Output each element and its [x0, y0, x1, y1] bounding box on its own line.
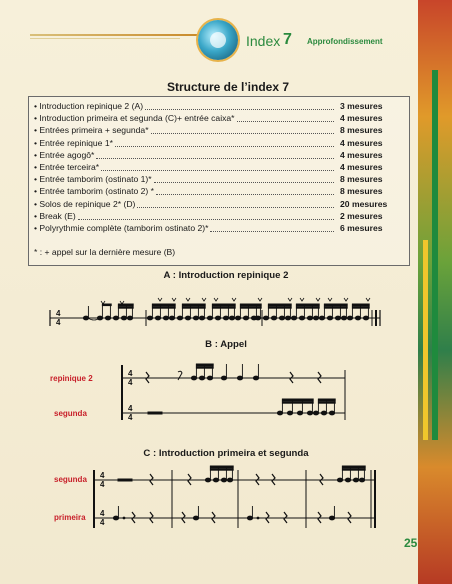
note [227, 478, 232, 482]
note [185, 316, 190, 320]
dot [257, 517, 259, 519]
accent-mark [258, 298, 262, 301]
note [253, 376, 258, 380]
structure-row-value: 6 mesures [340, 223, 383, 233]
structure-row-value: 2 mesures [340, 210, 383, 221]
beam [268, 307, 291, 309]
structure-row-value: 20 mesures [340, 198, 388, 209]
structure-row-label: • Entrées primeira + segunda* [34, 125, 149, 136]
beam [196, 367, 213, 369]
note [199, 376, 204, 380]
svg-text:4: 4 [128, 404, 133, 413]
note [199, 316, 204, 320]
beam [296, 304, 319, 306]
note [313, 411, 318, 415]
structure-row-label: • Solos de repinique 2* (D) [34, 198, 136, 209]
note [193, 516, 198, 520]
accent-mark [202, 298, 206, 301]
beam [342, 469, 365, 471]
note [169, 316, 174, 320]
structure-row-label: • Entrée agogô* [34, 149, 95, 160]
note [297, 411, 302, 415]
note [313, 316, 318, 320]
note [277, 411, 282, 415]
staff-c [94, 466, 375, 528]
half-rest [148, 412, 162, 414]
note [271, 316, 276, 320]
structure-row-label: • Entrée tamborim (ostinato 1)* [34, 174, 152, 185]
beam [324, 307, 347, 309]
structure-row-value: 4 mesures [340, 137, 383, 148]
structure-row-value: 8 mesures [340, 125, 383, 136]
note [299, 316, 304, 320]
note [319, 316, 324, 320]
beam [118, 307, 133, 309]
beam [318, 399, 335, 401]
note [113, 516, 118, 520]
beam [212, 304, 235, 306]
note [287, 411, 292, 415]
note [359, 478, 364, 482]
beam [102, 304, 111, 306]
accent-mark [186, 298, 190, 301]
accent-mark [300, 298, 304, 301]
svg-text:4: 4 [100, 471, 105, 480]
index-number: 7 [283, 31, 292, 48]
structure-row-label: • Polyrythmie complète (tamborim ostinato 2)* [34, 223, 209, 233]
beam [152, 307, 175, 309]
accent-mark [316, 298, 320, 301]
note [329, 411, 334, 415]
structure-row-label: • Introduction repinique 2 (A) [34, 101, 144, 111]
section-c-title: C : Introduction primeira et segunda [143, 448, 309, 459]
beam [282, 402, 313, 404]
beam [196, 364, 213, 366]
staff-b [122, 364, 345, 422]
note [191, 376, 196, 380]
beam [352, 304, 369, 306]
note [235, 316, 240, 320]
beam [240, 307, 261, 309]
page-title: Structure de l’index 7 [166, 80, 290, 94]
note [337, 478, 342, 482]
note [353, 478, 358, 482]
index-label: Index [246, 33, 281, 49]
note [97, 316, 102, 320]
note [263, 316, 268, 320]
beam [240, 304, 261, 306]
note [215, 316, 220, 320]
note [329, 516, 334, 520]
note [237, 376, 242, 380]
structure-row-value: 8 mesures [340, 186, 383, 197]
note [177, 316, 182, 320]
structure-row-label: • Break (E) [34, 210, 76, 221]
note [335, 316, 340, 320]
accent-mark [158, 298, 162, 301]
note [121, 316, 126, 320]
staff-a [50, 298, 380, 327]
note [147, 316, 152, 320]
half-rest [118, 479, 132, 481]
part-label-segunda-c: segunda [54, 475, 87, 484]
beam [318, 402, 335, 404]
note [83, 316, 88, 320]
note [363, 316, 368, 320]
note [279, 316, 284, 320]
note [247, 516, 252, 520]
dot [123, 517, 125, 519]
structure-row-value: 3 mesures [340, 101, 383, 111]
part-label-primeira: primeira [54, 513, 86, 522]
note [207, 316, 212, 320]
note [285, 316, 290, 320]
note [341, 316, 346, 320]
note [221, 478, 226, 482]
beam [182, 304, 205, 306]
svg-text:4: 4 [56, 318, 61, 327]
structure-row-label: • Entrée terceira* [34, 162, 100, 172]
eighth-rest [178, 371, 182, 380]
note [229, 316, 234, 320]
note [255, 316, 260, 320]
part-label-repinique2: repinique 2 [50, 374, 93, 383]
beam [210, 469, 233, 471]
structure-row-label: • Entrée repinique 1* [34, 137, 113, 148]
note [321, 411, 326, 415]
beam [296, 307, 319, 309]
svg-text:4: 4 [128, 378, 133, 387]
beam [152, 304, 175, 306]
accent-mark [366, 298, 370, 301]
note [307, 411, 312, 415]
svg-text:4: 4 [100, 518, 105, 527]
note [345, 478, 350, 482]
note [193, 316, 198, 320]
note [113, 316, 118, 320]
structure-row-value: 4 mesures [340, 149, 383, 160]
beam [118, 304, 133, 306]
beam [352, 307, 369, 309]
accent-mark [328, 298, 332, 301]
accent-mark [214, 298, 218, 301]
structure-row-value: 4 mesures [340, 162, 383, 172]
note [307, 316, 312, 320]
note [105, 316, 110, 320]
page-number: 25 [404, 536, 418, 550]
note [213, 478, 218, 482]
note [207, 376, 212, 380]
note [243, 316, 248, 320]
accent-mark [232, 298, 236, 301]
accent-mark [172, 298, 176, 301]
note [347, 316, 352, 320]
beam [210, 466, 233, 468]
part-label-segunda-b: segunda [54, 409, 87, 418]
note [163, 316, 168, 320]
accent-mark [288, 298, 292, 301]
header-subtitle: Approfondissement [307, 37, 383, 46]
svg-text:4: 4 [128, 413, 133, 422]
note [221, 376, 226, 380]
structure-row-label: • Introduction primeira et segunda (C)+ entrée caixa* [34, 113, 235, 124]
beam [324, 304, 347, 306]
beam [282, 399, 313, 401]
note [327, 316, 332, 320]
beam [342, 466, 365, 468]
structure-note: * : + appel sur la dernière mesure (B) [34, 247, 176, 257]
note [205, 478, 210, 482]
section-a-title: A : Introduction repinique 2 [163, 270, 289, 281]
note [355, 316, 360, 320]
note [223, 316, 228, 320]
note [291, 316, 296, 320]
structure-row-value: 4 mesures [340, 113, 383, 124]
beam [182, 307, 205, 309]
accent-mark [344, 298, 348, 301]
beam [268, 304, 291, 306]
svg-text:4: 4 [100, 509, 105, 518]
section-b-title: B : Appel [205, 339, 247, 350]
svg-text:4: 4 [100, 480, 105, 489]
structure-row-label: • Entrée tamborim (ostinato 2) * [34, 186, 155, 197]
svg-text:4: 4 [56, 309, 61, 318]
svg-text:4: 4 [128, 369, 133, 378]
beam [212, 307, 235, 309]
note [155, 316, 160, 320]
note [127, 316, 132, 320]
structure-row-value: 8 mesures [340, 174, 383, 185]
